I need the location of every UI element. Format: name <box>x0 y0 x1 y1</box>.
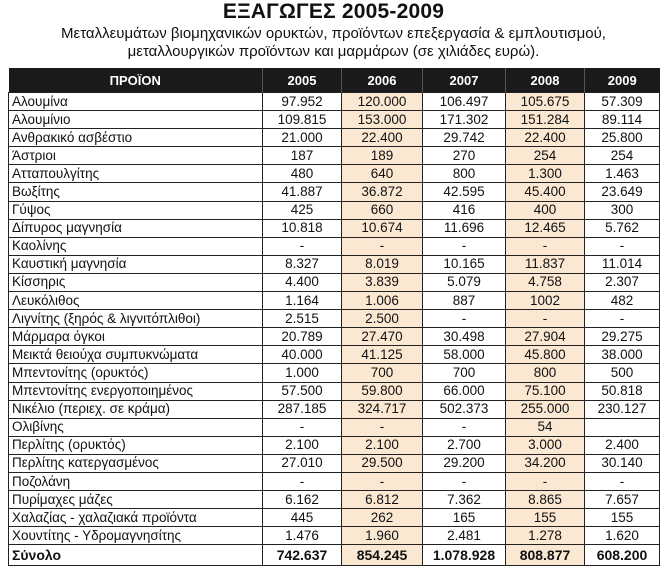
cell-2005: 2.515 <box>263 310 342 328</box>
cell-2005: 187 <box>263 147 342 165</box>
cell-product: Ανθρακικό ασβέστιο <box>9 129 263 147</box>
cell-product: Αλουμίνιο <box>9 111 263 129</box>
cell-2009: - <box>585 472 660 490</box>
table-row <box>9 491 660 509</box>
cell-2005: - <box>263 418 342 436</box>
cell-product: Χαλαζίας - χαλαζιακά προϊόντα <box>9 509 263 527</box>
cell-product: Ολιβίνης <box>9 418 263 436</box>
cell-2006: 29.500 <box>342 454 423 472</box>
cell-2007: 29.200 <box>423 454 506 472</box>
cell-2006: - <box>342 237 423 255</box>
exports-table <box>8 68 660 566</box>
cell-2006: 1.006 <box>342 292 423 310</box>
table-total-row <box>9 545 660 566</box>
cell-product: Περλίτης κατεργασμένος <box>9 454 263 472</box>
cell-2008: 22.400 <box>506 129 585 147</box>
cell-2008: 254 <box>506 147 585 165</box>
cell-2005: - <box>263 237 342 255</box>
total-2008: 808.877 <box>506 545 585 566</box>
cell-2005: 480 <box>263 165 342 183</box>
table-row <box>9 129 660 147</box>
total-2007: 1.078.928 <box>423 545 506 566</box>
table-row <box>9 183 660 201</box>
cell-product: Βωξίτης <box>9 183 263 201</box>
cell-2005: 1.164 <box>263 292 342 310</box>
cell-2006: 120.000 <box>342 93 423 111</box>
cell-2009: 482 <box>585 292 660 310</box>
table-row <box>9 328 660 346</box>
cell-2007: 700 <box>423 364 506 382</box>
cell-2006: 6.812 <box>342 491 423 509</box>
cell-2006: 22.400 <box>342 129 423 147</box>
cell-2007: 2.481 <box>423 527 506 545</box>
cell-2007: - <box>423 418 506 436</box>
cell-2005: 1.000 <box>263 364 342 382</box>
cell-2008: 400 <box>506 201 585 219</box>
cell-2007: 887 <box>423 292 506 310</box>
table-row <box>9 527 660 545</box>
cell-product: Γύψος <box>9 201 263 219</box>
cell-2008: 1.300 <box>506 165 585 183</box>
cell-2007: 270 <box>423 147 506 165</box>
table-row <box>9 273 660 291</box>
table-row <box>9 93 660 111</box>
cell-2007: 800 <box>423 165 506 183</box>
cell-2005: 41.887 <box>263 183 342 201</box>
table-row <box>9 237 660 255</box>
cell-2009: 5.762 <box>585 219 660 237</box>
cell-2009: 230.127 <box>585 400 660 418</box>
cell-2009: 300 <box>585 201 660 219</box>
table-header-row <box>9 68 660 93</box>
cell-product: Λιγνίτης (ξηρός & λιγνιτόπλιθοι) <box>9 310 263 328</box>
cell-2008: 75.100 <box>506 382 585 400</box>
total-label: Σύνολο <box>9 545 263 566</box>
table-row <box>9 111 660 129</box>
cell-2006: 41.125 <box>342 346 423 364</box>
cell-2009: 155 <box>585 509 660 527</box>
table-row <box>9 201 660 219</box>
cell-product: Καυστική μαγνησία <box>9 255 263 273</box>
cell-2008: 255.000 <box>506 400 585 418</box>
cell-2006: 27.470 <box>342 328 423 346</box>
table-body <box>9 93 660 545</box>
table-row <box>9 454 660 472</box>
cell-2009: 23.649 <box>585 183 660 201</box>
cell-2006: - <box>342 418 423 436</box>
table-row <box>9 436 660 454</box>
cell-2006: 640 <box>342 165 423 183</box>
cell-product: Μπεντονίτης ενεργοποιημένος <box>9 382 263 400</box>
column-header-product: ΠΡΟΪΟΝ <box>9 68 263 93</box>
cell-2009: 7.657 <box>585 491 660 509</box>
cell-2006: 36.872 <box>342 183 423 201</box>
cell-2008: 8.865 <box>506 491 585 509</box>
cell-2006: 189 <box>342 147 423 165</box>
cell-2009: 30.140 <box>585 454 660 472</box>
cell-product: Ποζολάνη <box>9 472 263 490</box>
cell-2007: 58.000 <box>423 346 506 364</box>
cell-2008: - <box>506 472 585 490</box>
cell-2007: 5.079 <box>423 273 506 291</box>
cell-2005: - <box>263 472 342 490</box>
cell-2006: 1.960 <box>342 527 423 545</box>
cell-2006: - <box>342 472 423 490</box>
cell-2006: 153.000 <box>342 111 423 129</box>
cell-product: Πυρίμαχες μάζες <box>9 491 263 509</box>
page-title: ΕΞΑΓΩΓΕΣ 2005-2009 <box>222 0 445 23</box>
cell-2005: 10.818 <box>263 219 342 237</box>
cell-2008: 151.284 <box>506 111 585 129</box>
cell-2007: 10.165 <box>423 255 506 273</box>
cell-2007: 165 <box>423 509 506 527</box>
column-header-2005: 2005 <box>263 68 342 93</box>
cell-2005: 6.162 <box>263 491 342 509</box>
cell-2009: 29.275 <box>585 328 660 346</box>
cell-2006: 2.500 <box>342 310 423 328</box>
cell-2007: - <box>423 472 506 490</box>
cell-2009: 1.463 <box>585 165 660 183</box>
cell-2006: 8.019 <box>342 255 423 273</box>
column-header-2006: 2006 <box>342 68 423 93</box>
cell-2008: 1.278 <box>506 527 585 545</box>
cell-2005: 27.010 <box>263 454 342 472</box>
cell-2009: 500 <box>585 364 660 382</box>
table-row <box>9 472 660 490</box>
cell-2009: 89.114 <box>585 111 660 129</box>
cell-2007: 30.498 <box>423 328 506 346</box>
table-row <box>9 346 660 364</box>
cell-product: Κίσσηρις <box>9 273 263 291</box>
cell-2009: 2.400 <box>585 436 660 454</box>
total-2006: 854.245 <box>342 545 423 566</box>
cell-product: Καολίνης <box>9 237 263 255</box>
cell-2005: 8.327 <box>263 255 342 273</box>
cell-product: Άστριοι <box>9 147 263 165</box>
cell-2009: 2.307 <box>585 273 660 291</box>
cell-2008: 155 <box>506 509 585 527</box>
cell-product: Περλίτης (ορυκτός) <box>9 436 263 454</box>
cell-2009: 38.000 <box>585 346 660 364</box>
table-row <box>9 255 660 273</box>
table-row <box>9 165 660 183</box>
table-row <box>9 400 660 418</box>
cell-2005: 287.185 <box>263 400 342 418</box>
cell-2005: 2.100 <box>263 436 342 454</box>
cell-2005: 21.000 <box>263 129 342 147</box>
cell-2009: 57.309 <box>585 93 660 111</box>
table-row <box>9 382 660 400</box>
total-2009: 608.200 <box>585 545 660 566</box>
cell-2007: 66.000 <box>423 382 506 400</box>
cell-2005: 4.400 <box>263 273 342 291</box>
table-row <box>9 509 660 527</box>
cell-2007: 29.742 <box>423 129 506 147</box>
cell-2005: 109.815 <box>263 111 342 129</box>
cell-product: Μάρμαρα όγκοι <box>9 328 263 346</box>
cell-2008: 27.904 <box>506 328 585 346</box>
table-row <box>9 364 660 382</box>
cell-2008: 11.837 <box>506 255 585 273</box>
cell-2006: 262 <box>342 509 423 527</box>
table-row <box>9 147 660 165</box>
cell-2008: 34.200 <box>506 454 585 472</box>
cell-2008: 3.000 <box>506 436 585 454</box>
cell-2008: 1002 <box>506 292 585 310</box>
cell-product: Μεικτά θειούχα συμπυκνώματα <box>9 346 263 364</box>
cell-2005: 425 <box>263 201 342 219</box>
cell-product: Ατταπουλγίτης <box>9 165 263 183</box>
cell-2008: 45.400 <box>506 183 585 201</box>
cell-2005: 97.952 <box>263 93 342 111</box>
cell-product: Λευκόλιθος <box>9 292 263 310</box>
cell-2006: 2.100 <box>342 436 423 454</box>
cell-2008: 12.465 <box>506 219 585 237</box>
cell-2006: 59.800 <box>342 382 423 400</box>
total-2005: 742.637 <box>263 545 342 566</box>
cell-2005: 20.789 <box>263 328 342 346</box>
cell-2009: - <box>585 237 660 255</box>
cell-2006: 660 <box>342 201 423 219</box>
cell-2007: 171.302 <box>423 111 506 129</box>
table-row <box>9 292 660 310</box>
cell-2008: - <box>506 237 585 255</box>
table-row <box>9 219 660 237</box>
cell-2009: 11.014 <box>585 255 660 273</box>
cell-2007: 106.497 <box>423 93 506 111</box>
column-header-2009: 2009 <box>585 68 660 93</box>
cell-product: Νικέλιο (περιεχ. σε κράμα) <box>9 400 263 418</box>
cell-2007: 11.696 <box>423 219 506 237</box>
cell-2007: - <box>423 237 506 255</box>
cell-product: Αλουμίνα <box>9 93 263 111</box>
cell-2009: 254 <box>585 147 660 165</box>
cell-2009 <box>585 418 660 436</box>
cell-2009: 50.818 <box>585 382 660 400</box>
cell-product: Δίπυρος μαγνησία <box>9 219 263 237</box>
cell-2008: 54 <box>506 418 585 436</box>
cell-2008: 4.758 <box>506 273 585 291</box>
page-subtitle: Μεταλλευμάτων βιομηχανικών ορυκτών, προϊόντων επεξεργασία & εμπλουτισμού, μεταλλουργικών προϊόντων και μαρμάρων (σε χιλιάδες ευρώ). <box>61 25 606 60</box>
column-header-2007: 2007 <box>423 68 506 93</box>
cell-2008: 800 <box>506 364 585 382</box>
cell-2005: 445 <box>263 509 342 527</box>
cell-2006: 324.717 <box>342 400 423 418</box>
cell-2007: - <box>423 310 506 328</box>
cell-2009: - <box>585 310 660 328</box>
cell-2007: 42.595 <box>423 183 506 201</box>
cell-product: Χουντίτης - Υδρομαγνησίτης <box>9 527 263 545</box>
cell-2005: 57.500 <box>263 382 342 400</box>
cell-2008: 105.675 <box>506 93 585 111</box>
column-header-2008: 2008 <box>506 68 585 93</box>
cell-2005: 1.476 <box>263 527 342 545</box>
table-row <box>9 418 660 436</box>
cell-2006: 700 <box>342 364 423 382</box>
cell-2005: 40.000 <box>263 346 342 364</box>
cell-2007: 7.362 <box>423 491 506 509</box>
cell-2008: 45.800 <box>506 346 585 364</box>
cell-2006: 3.839 <box>342 273 423 291</box>
cell-2008: - <box>506 310 585 328</box>
cell-2009: 25.800 <box>585 129 660 147</box>
table-row <box>9 310 660 328</box>
cell-2006: 10.674 <box>342 219 423 237</box>
cell-2007: 416 <box>423 201 506 219</box>
cell-2007: 2.700 <box>423 436 506 454</box>
cell-2009: 1.620 <box>585 527 660 545</box>
cell-2007: 502.373 <box>423 400 506 418</box>
cell-product: Μπεντονίτης (ορυκτός) <box>9 364 263 382</box>
